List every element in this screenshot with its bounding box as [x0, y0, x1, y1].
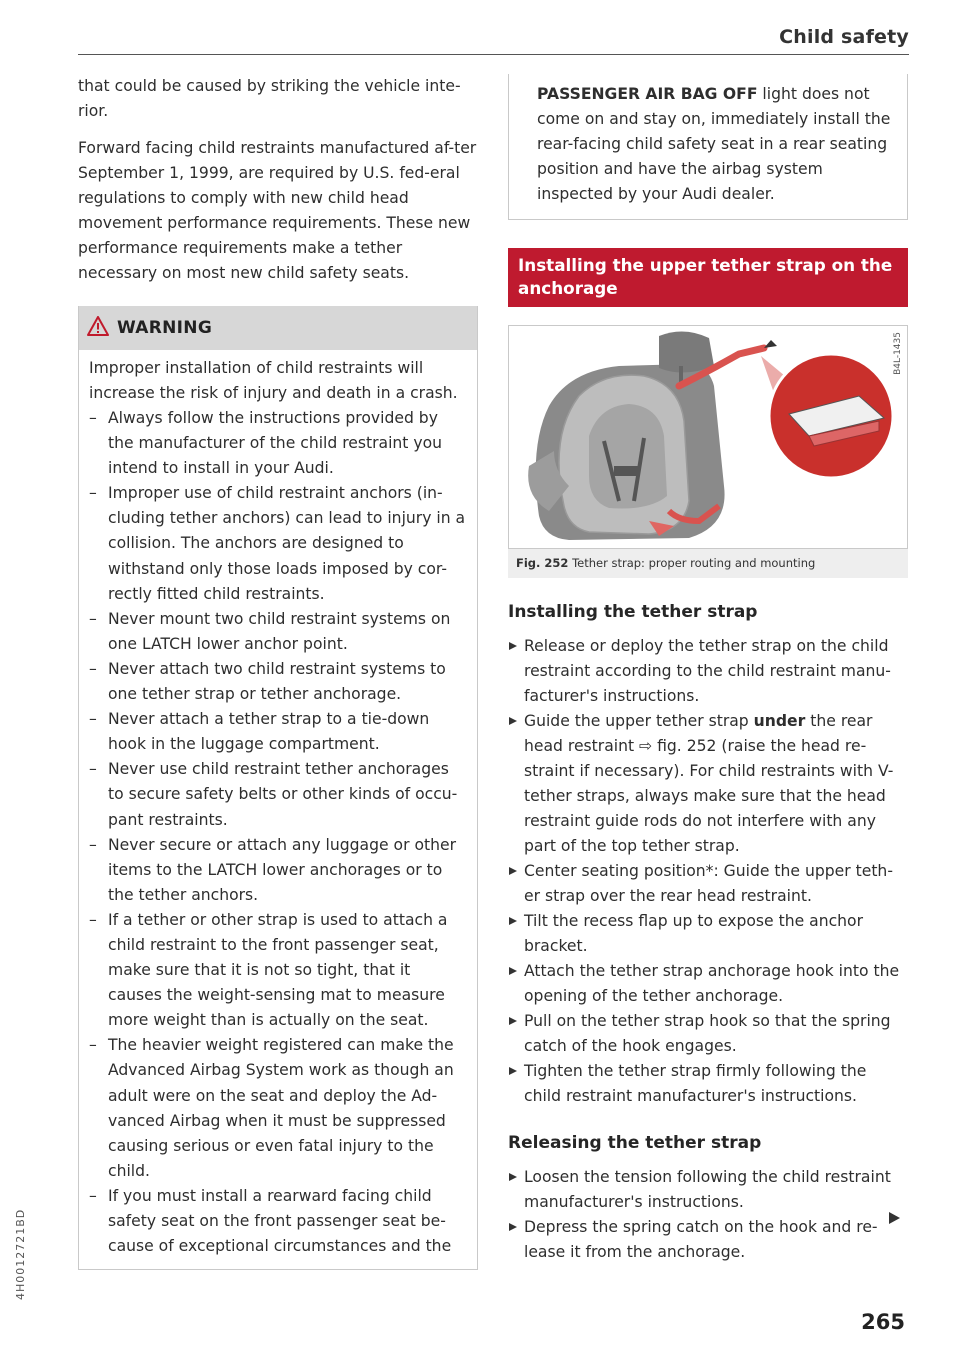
section-heading: Installing the upper tether strap on the anchorage: [508, 248, 908, 307]
warning-list-item: – Improper use of child restraint anchors (in-cluding tether anchors) can lead to injury in a collision. The anchors are designed to withstand only those loads imposed by cor-rectly fitted child restraints.: [89, 481, 467, 606]
heading-installing-tether: Installing the tether strap: [508, 602, 758, 622]
installing-step: Release or deploy the tether strap on the child restraint according to the child restraint manu-facturer's instructions.: [508, 634, 908, 709]
warning-list-item: – Never attach two child restraint systems to one tether strap or tether anchorage.: [89, 657, 467, 707]
continued-arrow-icon: [889, 1212, 900, 1224]
warning-continuation-text: [537, 82, 895, 207]
installing-step: Center seating position*: Guide the upper teth-er strap over the rear head restraint.: [508, 859, 908, 909]
warning-list-item: – Never use child restraint tether anchorages to secure safety belts or other kinds of occu-pant restraints.: [89, 757, 467, 832]
warning-title: WARNING: [117, 318, 213, 338]
right-column: [508, 74, 908, 1265]
warning-continuation-rest: light does not come on and stay on, immediately install the rear-facing child safety seat in a rear seating position and have the airbag system inspected by your Audi dealer.: [537, 85, 891, 203]
heading-releasing-tether: Releasing the tether strap: [508, 1133, 762, 1153]
section-header-title: Child safety: [779, 26, 909, 48]
document-code: 4H0012721BD: [14, 1208, 27, 1300]
left-column: [78, 74, 478, 1270]
figure-code: B4L-1435: [893, 332, 903, 375]
installing-step: Guide the upper tether strap under the rear head restraint ⇨ fig. 252 (raise the head re-straint if necessary). For child restraints with V-tether straps, always make sure that the head restraint guide rods do not interfere with any part of the top tether strap.: [508, 709, 908, 859]
figure-caption: [508, 549, 908, 578]
installing-step: Pull on the tether strap hook so that the spring catch of the hook engages.: [508, 1009, 908, 1059]
releasing-step: Loosen the tension following the child restraint manufacturer's instructions.: [508, 1165, 908, 1215]
warning-list-item: – Never mount two child restraint systems on one LATCH lower anchor point.: [89, 607, 467, 657]
warning-list-item: – Never attach a tether strap to a tie-down hook in the luggage compartment.: [89, 707, 467, 757]
header-rule: [78, 54, 909, 55]
warning-header: [79, 306, 477, 350]
releasing-step: Depress the spring catch on the hook and re-lease it from the anchorage.: [508, 1215, 908, 1265]
paragraph-continuation: that could be caused by striking the vehicle inte-rior.: [78, 77, 461, 120]
warning-list-item: – The heavier weight registered can make the Advanced Airbag System work as though an adult were on the seat and deploy the Ad-vanced Airbag when it must be suppressed causing serious or even fatal injury to the child.: [89, 1033, 467, 1184]
child-seat-illustration: [509, 326, 907, 548]
paragraph-regulations: Forward facing child restraints manufactured af-ter September 1, 1999, are required by U.S. fed-eral regulations to comply with new child head movement performance requirements. These new performance requirements make a tether necessary on most new child safety seats.: [78, 139, 477, 282]
warning-list: [89, 406, 467, 1259]
figure-tether-strap: [508, 325, 908, 549]
warning-continuation-box: [508, 74, 908, 220]
installing-step: Attach the tether strap anchorage hook into the opening of the tether anchorage.: [508, 959, 908, 1009]
page-number: 265: [861, 1310, 905, 1334]
installing-steps-list: [508, 634, 908, 1109]
releasing-steps-list: [508, 1165, 908, 1265]
installing-step: Tilt the recess flap up to expose the anchor bracket.: [508, 909, 908, 959]
warning-intro: Improper installation of child restraints will increase the risk of injury and death in a crash.: [89, 359, 458, 402]
figure-caption-text: Tether strap: proper routing and mounting: [572, 556, 816, 570]
passenger-airbag-off-label: PASSENGER AIR BAG OFF: [537, 85, 758, 103]
installing-step: Tighten the tether strap firmly following the child restraint manufacturer's instructions.: [508, 1059, 908, 1109]
warning-body: [79, 350, 477, 1269]
figure-caption-label: Fig. 252: [516, 556, 569, 570]
warning-triangle-icon: [87, 316, 109, 340]
warning-list-item: – If a tether or other strap is used to attach a child restraint to the front passenger seat, make sure that it is not so tight, that it causes the weight-sensing mat to measure more weight than is actually on the seat.: [89, 908, 467, 1033]
warning-list-item: – Never secure or attach any luggage or other items to the LATCH lower anchorages or to the tether anchors.: [89, 833, 467, 908]
warning-list-item: – Always follow the instructions provided by the manufacturer of the child restraint you intend to install in your Audi.: [89, 406, 467, 481]
warning-box: [78, 306, 478, 1270]
warning-list-item: – If you must install a rearward facing child safety seat on the front passenger seat be-cause of exceptional circumstances and the: [89, 1184, 467, 1259]
